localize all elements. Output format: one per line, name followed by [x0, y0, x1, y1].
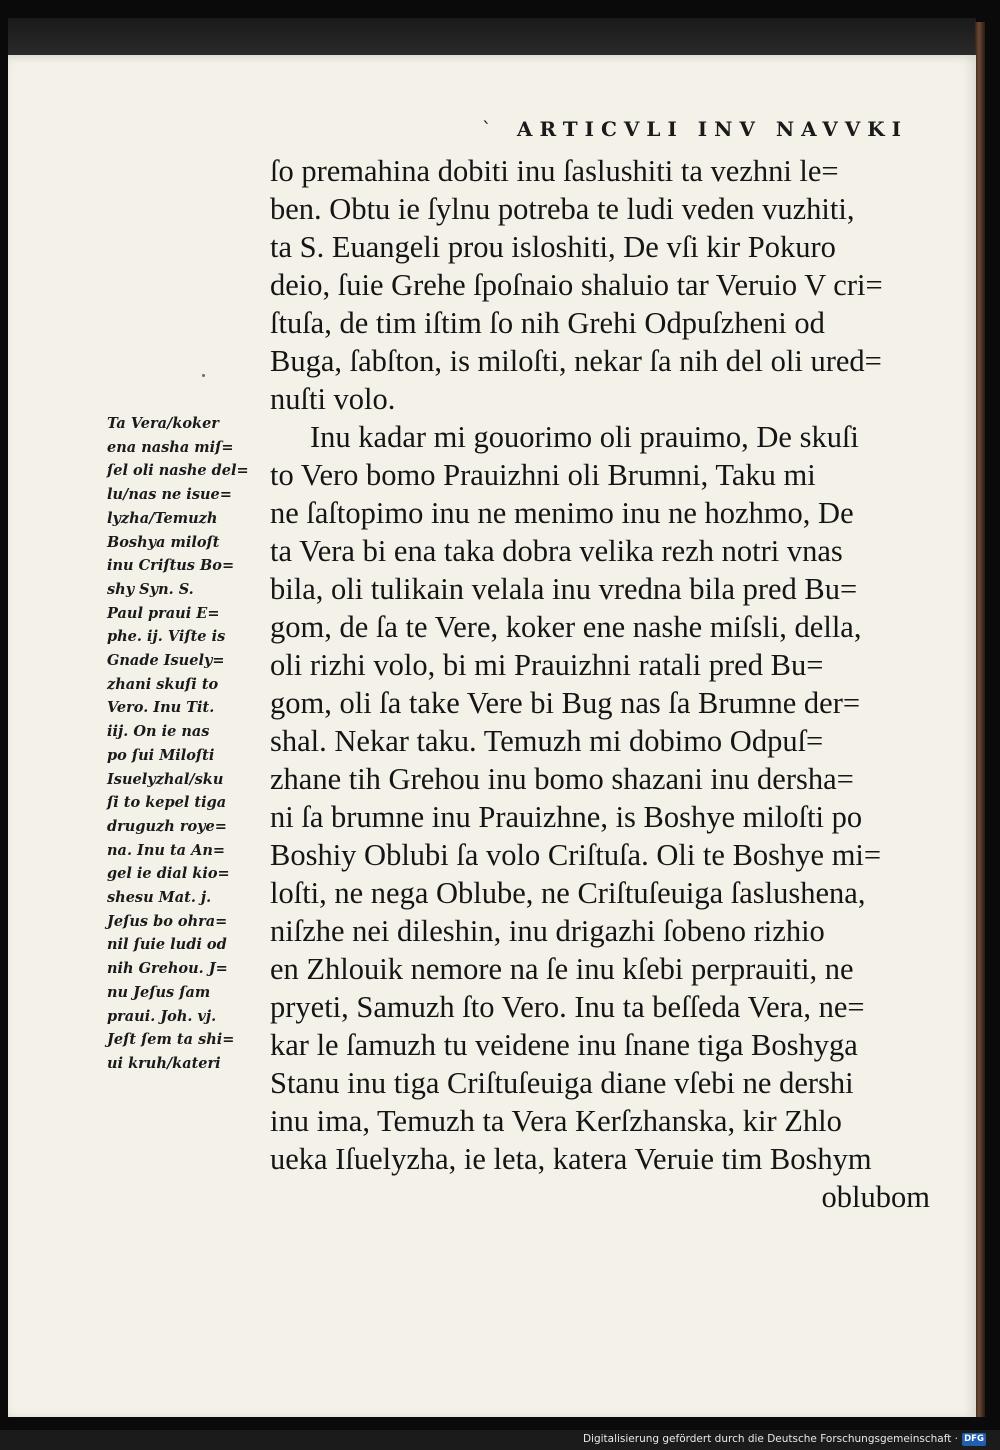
text-line: ne ſaſtopimo inu ne menimo inu ne hozhmo, De: [270, 496, 854, 530]
running-head-mark: `: [481, 117, 499, 141]
marginal-note-line: lu/nas ne isue=: [107, 486, 232, 504]
text-line: nuſti volo.: [270, 382, 396, 416]
marginal-note-line: inu Criſtus Bo=: [107, 557, 235, 575]
text-line: ni ſa brumne inu Prauizhne, is Boshye miloſti po: [270, 800, 863, 834]
text-line: gom, oli ſa take Vere bi Bug nas ſa Brumne der=: [270, 686, 861, 720]
marginal-note-line: na. Inu ta An=: [107, 841, 226, 859]
dfg-logo: DFG: [962, 1433, 986, 1446]
text-line: niſzhe nei dileshin, inu drigazhi ſobeno rizhio: [270, 914, 825, 948]
text-line: gom, de ſa te Vere, koker ene nashe miſsli, della,: [270, 610, 862, 644]
running-head-title: ARTICVLI INV NAVVKI: [516, 117, 908, 141]
text-line: ta S. Euangeli prou isloshiti, De vſi kir Pokuro: [270, 230, 836, 264]
text-line: ſo premahina dobiti inu ſaslushiti ta vezhni le=: [270, 154, 839, 188]
marginal-note-line: lyzha/Temuzh: [107, 509, 218, 527]
marginal-note-line: Paul praui E=: [107, 604, 220, 622]
footer-credit: Digitalisierung gefördert durch die Deutsche Forschungsgemeinschaft ·: [582, 1433, 958, 1445]
marginal-note-line: nil ſuie ludi od: [107, 936, 227, 954]
text-line: pryeti, Samuzh ſto Vero. Inu ta beſſeda Vera, ne=: [270, 990, 865, 1024]
text-line: Inu kadar mi gouorimo oli prauimo, De skuſi: [310, 420, 859, 454]
marginal-note-line: Ta Vera/koker: [107, 415, 219, 432]
running-head: [0, 117, 1000, 141]
text-line: ben. Obtu ie ſylnu potreba te ludi veden vuzhiti,: [270, 192, 855, 226]
text-line: ta Vera bi ena taka dobra velika rezh notri vnas: [270, 534, 843, 568]
marginal-note-line: Boshya miloſt: [107, 533, 220, 551]
marginal-note-line: ſi to kepel tiga: [107, 794, 227, 812]
marginal-note-line: Jeſus bo ohra=: [107, 912, 228, 930]
marginal-note-line: shesu Mat. j.: [107, 889, 212, 907]
marginal-note-line: shy Syn. S.: [107, 580, 194, 598]
marginal-note-line: po ſui Miloſti: [107, 746, 215, 764]
text-line: shal. Nekar taku. Temuzh mi dobimo Odpuſ=: [270, 724, 824, 758]
text-line: en Zhlouik nemore na ſe inu kſebi perprauiti, ne: [270, 952, 854, 986]
ink-speck: [202, 374, 205, 377]
marginal-note-line: Isuelyzhal/sku: [107, 770, 224, 788]
marginal-note-line: phe. ij. Viſte is: [107, 628, 226, 646]
marginal-note-line: zhani skuſi to: [107, 675, 219, 693]
text-line: ueka Iſuelyzha, ie leta, katera Veruie tim Boshym: [270, 1142, 872, 1176]
marginal-note-line: praui. Joh. vj.: [107, 1007, 217, 1025]
marginal-note-line: ui kruh/kateri: [107, 1054, 221, 1072]
text-line: oblubom: [821, 1180, 930, 1214]
marginal-note-line: nih Grehou. J=: [107, 960, 228, 978]
text-line: oli rizhi volo, bi mi Prauizhni ratali pred Bu=: [270, 648, 824, 682]
main-text-block: [270, 152, 930, 1216]
text-line: Stanu inu tiga Criſtuſeuiga diane vſebi ne dershi: [270, 1066, 854, 1100]
page-top-shadow: [8, 18, 976, 58]
book-edge: [975, 22, 985, 1417]
text-line: inu ima, Temuzh ta Vera Kerſzhanska, kir Zhlo: [270, 1104, 842, 1138]
marginal-note-line: gel ie dial kio=: [107, 865, 230, 883]
text-line: loſti, ne nega Oblube, ne Criſtuſeuiga ſaslushena,: [270, 876, 866, 910]
text-line: bila, oli tulikain velala inu vredna bila pred Bu=: [270, 572, 858, 606]
marginal-note-line: ena nasha miſ=: [107, 438, 234, 456]
marginal-note-line: druguzh roye=: [107, 817, 227, 835]
text-line: ſtuſa, de tim iſtim ſo nih Grehi Odpuſzheni od: [270, 306, 825, 340]
text-line: Buga, ſabſton, is miloſti, nekar ſa nih del oli ured=: [270, 344, 882, 378]
text-line: zhane tih Grehou inu bomo shazani inu dersha=: [270, 762, 854, 796]
text-line: kar le ſamuzh tu veidene inu ſnane tiga Boshyga: [270, 1028, 858, 1062]
marginal-note-line: Vero. Inu Tit.: [107, 699, 215, 717]
marginal-note-line: Jeſt ſem ta shi=: [107, 1031, 235, 1049]
marginal-notes: [107, 412, 267, 1076]
marginal-note-line: Gnade Isuely=: [107, 652, 225, 670]
marginal-note-line: ſel oli nashe del=: [107, 462, 249, 480]
text-line: Boshiy Oblubi ſa volo Criſtuſa. Oli te Boshye mi=: [270, 838, 882, 872]
text-line: deio, ſuie Grehe ſpoſnaio shaluio tar Veruio V cri=: [270, 268, 883, 302]
marginal-note-line: iij. On ie nas: [107, 723, 210, 741]
marginal-note-line: nu Jeſus ſam: [107, 983, 211, 1001]
text-line: to Vero bomo Prauizhni oli Brumni, Taku mi: [270, 458, 816, 492]
